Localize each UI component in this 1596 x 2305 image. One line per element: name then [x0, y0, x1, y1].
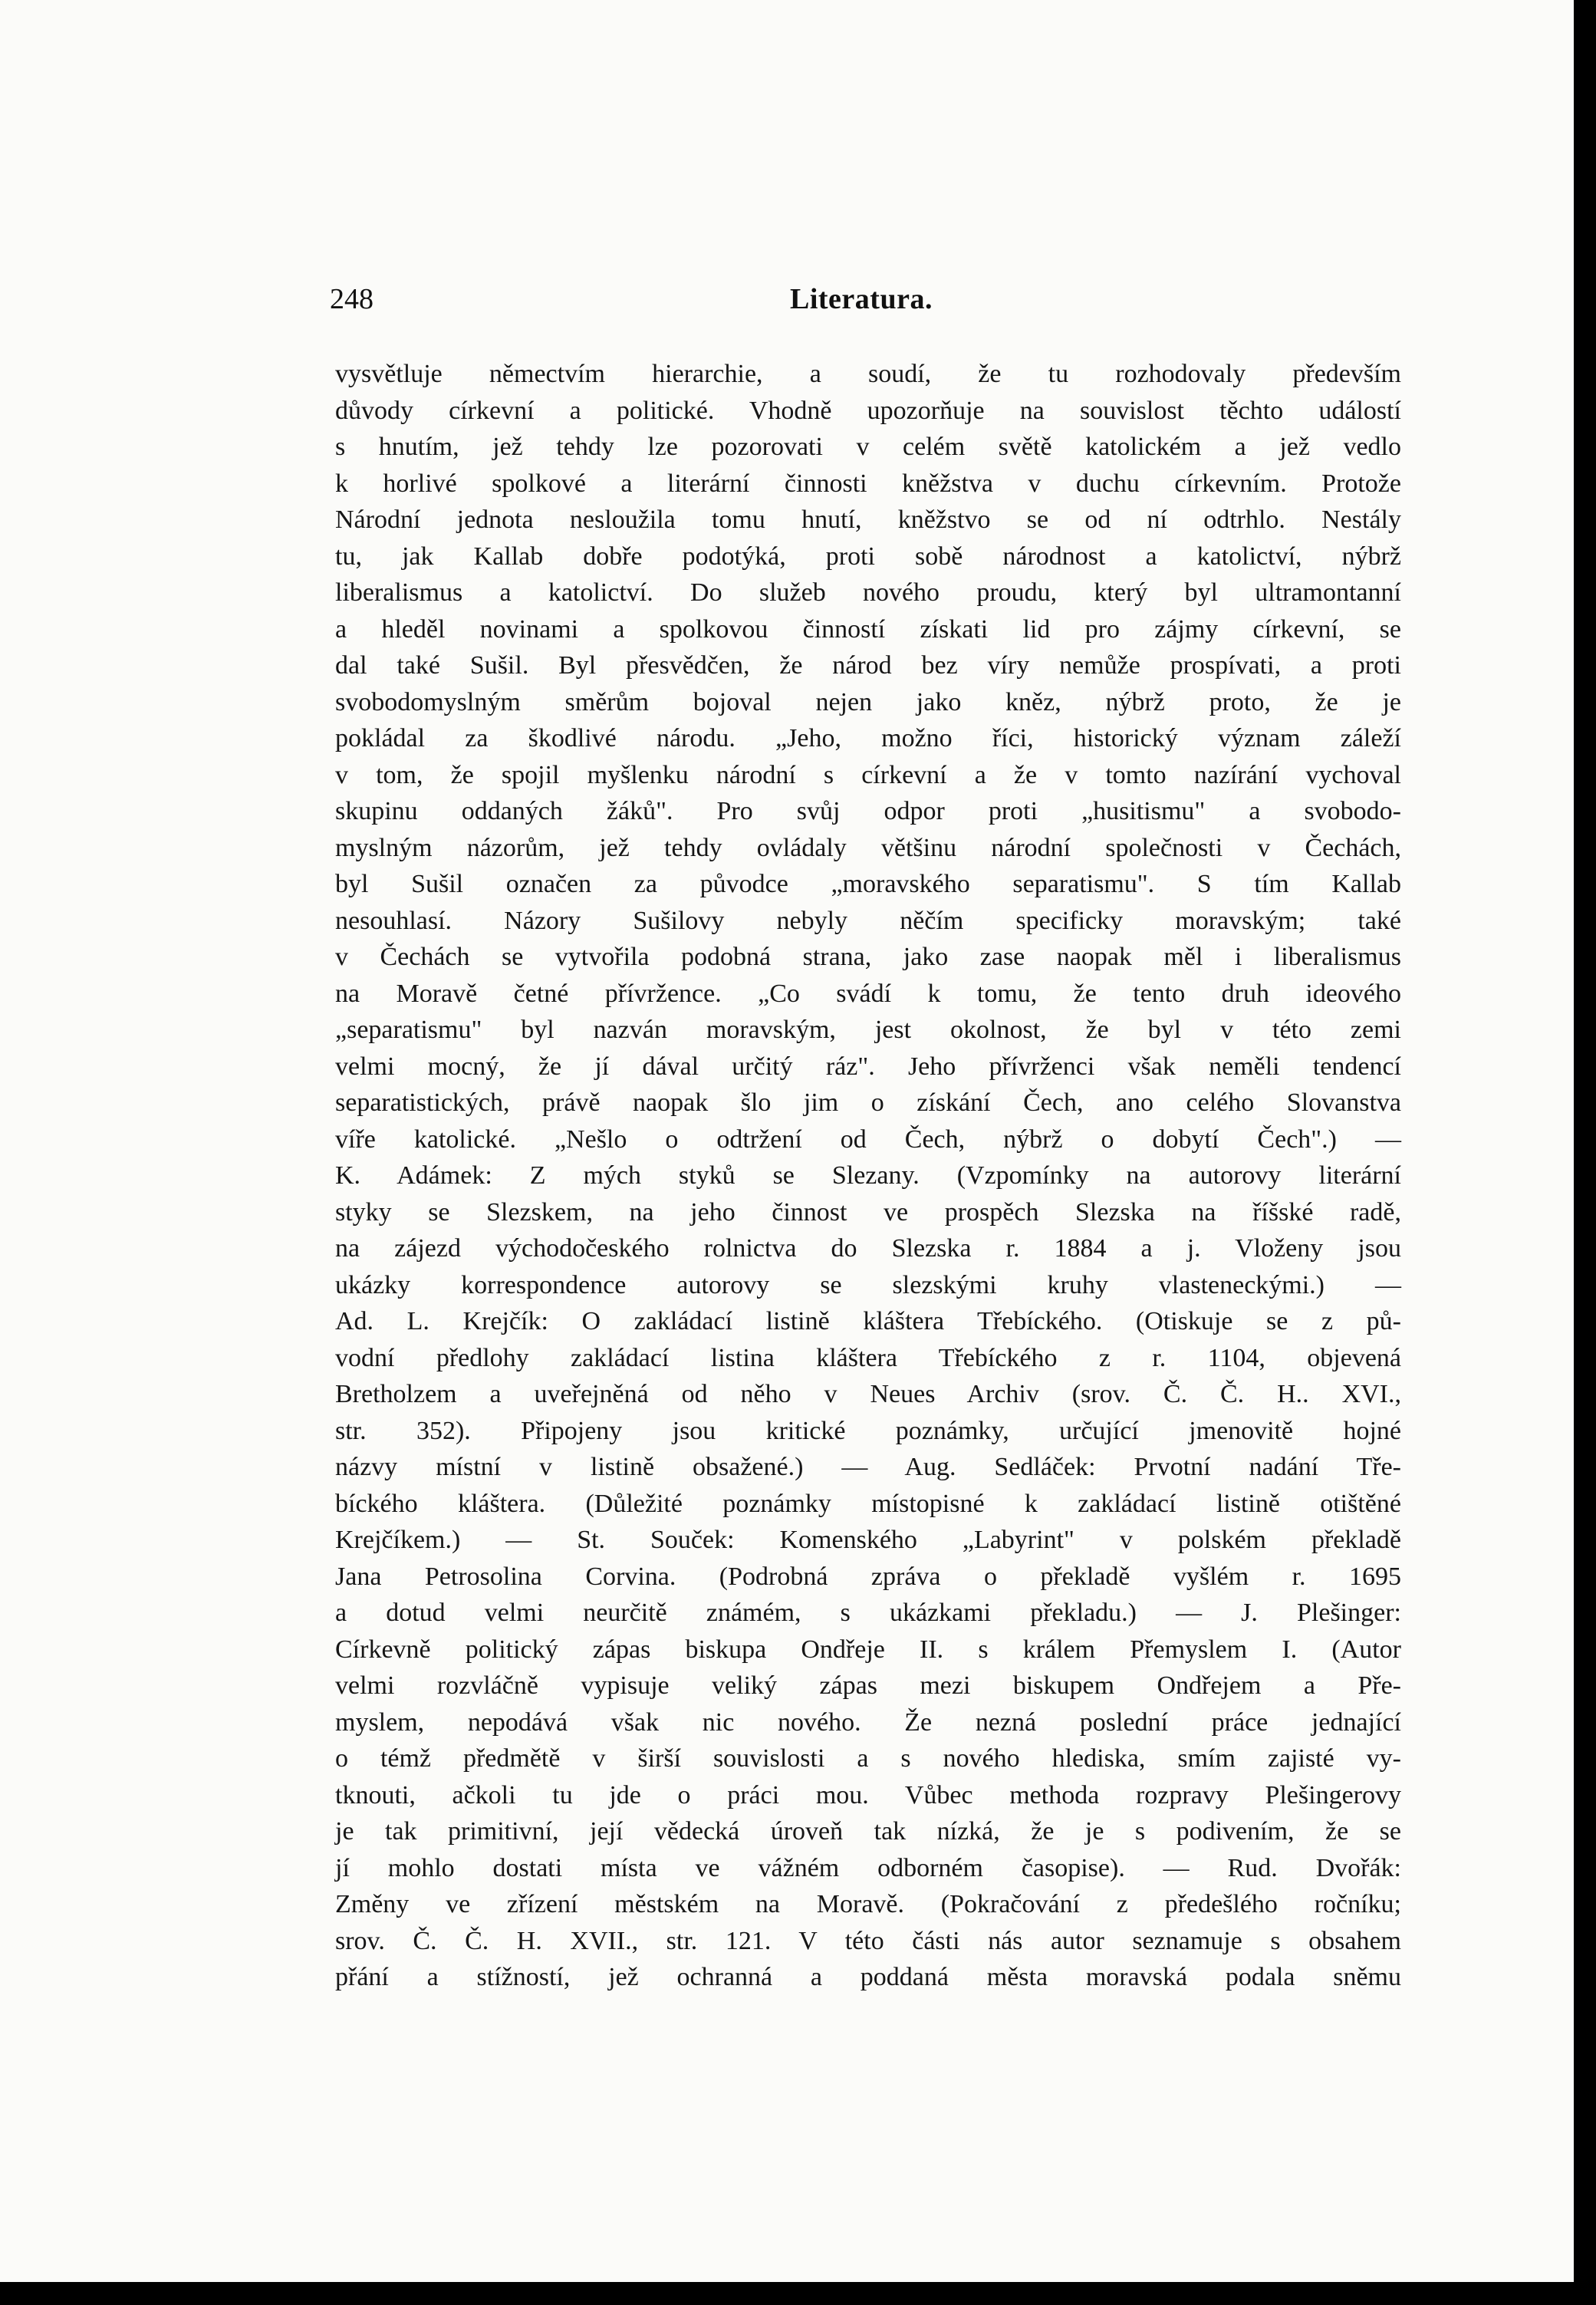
text-line: bíckého kláštera. (Důležité poznámky místopisné k zakládací listině otištěné [335, 1489, 1401, 1518]
text-line: svobodomyslným směrům bojoval nejen jako kněz, nýbrž proto, že je [335, 687, 1401, 716]
text-line: v Čechách se vytvořila podobná strana, jako zase naopak měl i liberalismus [335, 943, 1401, 971]
text-line: byl Sušil označen za původce „moravského separatismu". S tím Kallab [335, 870, 1401, 898]
text-line: Církevně politický zápas biskupa Ondřeje II. s králem Přemyslem I. (Autor [335, 1635, 1401, 1664]
text-line: tknouti, ačkoli tu jde o práci mou. Vůbec methoda rozpravy Plešingerovy [335, 1780, 1401, 1809]
text-line: Bretholzem a uveřejněná od něho v Neues Archiv (srov. Č. Č. H.. XVI., [335, 1380, 1401, 1408]
page-header [330, 282, 1403, 328]
text-line: důvody církevní a politické. Vhodně upozorňuje na souvislost těchto událostí [335, 396, 1401, 425]
text-line: Národní jednota nesloužila tomu hnutí, kněžstvo se od ní odtrhlo. Nestály [335, 505, 1401, 534]
text-line: jí mohlo dostati místa ve vážném odborném časopise). — Rud. Dvořák: [335, 1853, 1401, 1882]
text-line: velmi mocný, že jí dával určitý ráz". Jeho přívrženci však neměli tendencí [335, 1052, 1401, 1081]
text-line: „separatismu" byl nazván moravským, jest okolnost, že byl v této zemi [335, 1016, 1401, 1044]
text-line: Ad. L. Krejčík: O zakládací listině kláštera Třebíckého. (Otiskuje se z pů- [335, 1307, 1401, 1335]
text-line: o témž předmětě v širší souvislosti a s nového hlediska, smím zajisté vy- [335, 1744, 1401, 1773]
text-line: dal také Sušil. Byl přesvědčen, že národ bez víry nemůže prospívati, a proti [335, 651, 1401, 680]
text-line: pokládal za škodlivé národu. „Jeho, možno říci, historický význam záleží [335, 724, 1401, 752]
text-line: myslem, nepodává však nic nového. Že nezná poslední práce jednající [335, 1707, 1401, 1737]
text-line: nesouhlasí. Názory Sušilovy nebyly něčím specificky moravským; také [335, 906, 1401, 935]
text-line: na Moravě četné přívržence. „Co svádí k tomu, že tento druh ideového [335, 979, 1401, 1008]
text-line: k horlivé spolkové a literární činnosti kněžstva v duchu církevním. Protože [335, 469, 1401, 498]
text-line: separatistických, právě naopak šlo jim o získání Čech, ano celého Slovanstva [335, 1088, 1401, 1117]
running-head: Literatura. [790, 283, 933, 315]
text-line: Jana Petrosolina Corvina. (Podrobná zpráva o překladě vyšlém r. 1695 [335, 1562, 1401, 1591]
text-line: víře katolické. „Nešlo o odtržení od Čech, nýbrž o dobytí Čech".) — [335, 1125, 1401, 1154]
text-line: je tak primitivní, její vědecká úroveň tak nízká, že je s podivením, že se [335, 1817, 1401, 1846]
text-line: vysvětluje němectvím hierarchie, a soudí, že tu rozhodovaly především [335, 360, 1401, 388]
text-line: str. 352). Připojeny jsou kritické poznámky, určující jmenovitě hojné [335, 1416, 1401, 1445]
text-line: velmi rozvláčně vypisuje veliký zápas mezi biskupem Ondřejem a Pře- [335, 1671, 1401, 1700]
text-line: a hleděl novinami a spolkovou činností získati lid pro zájmy církevní, se [335, 614, 1401, 644]
text-line: tu, jak Kallab dobře podotýká, proti sobě národnost a katolictví, nýbrž [335, 542, 1401, 571]
text-line: K. Adámek: Z mých styků se Slezany. (Vzpomínky na autorovy literární [335, 1161, 1401, 1190]
page-number: 248 [330, 283, 373, 315]
text-line: v tom, že spojil myšlenku národní s církevní a že v tomto nazírání vychoval [335, 760, 1401, 789]
text-line: přání a stížností, jež ochranná a poddaná města moravská podala sněmu [335, 1963, 1401, 1991]
text-line: a dotud velmi neurčitě známém, s ukázkami překladu.) — J. Plešinger: [335, 1599, 1401, 1627]
text-line: srov. Č. Č. H. XVII., str. 121. V této části nás autor seznamuje s obsahem [335, 1926, 1401, 1955]
text-line: vodní předlohy zakládací listina kláštera Třebíckého z r. 1104, objevená [335, 1343, 1401, 1372]
text-line: názvy místní v listině obsažené.) — Aug. Sedláček: Prvotní nadání Tře- [335, 1453, 1401, 1481]
scan-border [1574, 31, 1596, 2305]
text-line: na zájezd východočeského rolnictva do Slezska r. 1884 a j. Vloženy jsou [335, 1234, 1401, 1263]
text-line: Krejčíkem.) — St. Souček: Komenského „Labyrint" v polském překladě [335, 1526, 1401, 1554]
text-line: ukázky korrespondence autorovy se slezskými kruhy vlasteneckými.) — [335, 1270, 1401, 1299]
text-line: Změny ve zřízení městském na Moravě. (Pokračování z předešlého ročníku; [335, 1890, 1401, 1918]
text-line: s hnutím, jež tehdy lze pozorovati v celém světě katolickém a jež vedlo [335, 433, 1401, 461]
text-line: skupinu oddaných žáků". Pro svůj odpor proti „husitismu" a svobodo- [335, 797, 1401, 825]
text-line: liberalismus a katolictví. Do služeb nového proudu, který byl ultramontanní [335, 578, 1401, 607]
text-line: myslným názorům, jež tehdy ovládaly většinu národní společnosti v Čechách, [335, 833, 1401, 862]
body-text [335, 356, 1401, 1996]
text-line: styky se Slezskem, na jeho činnost ve prospěch Slezska na říšské radě, [335, 1197, 1401, 1227]
